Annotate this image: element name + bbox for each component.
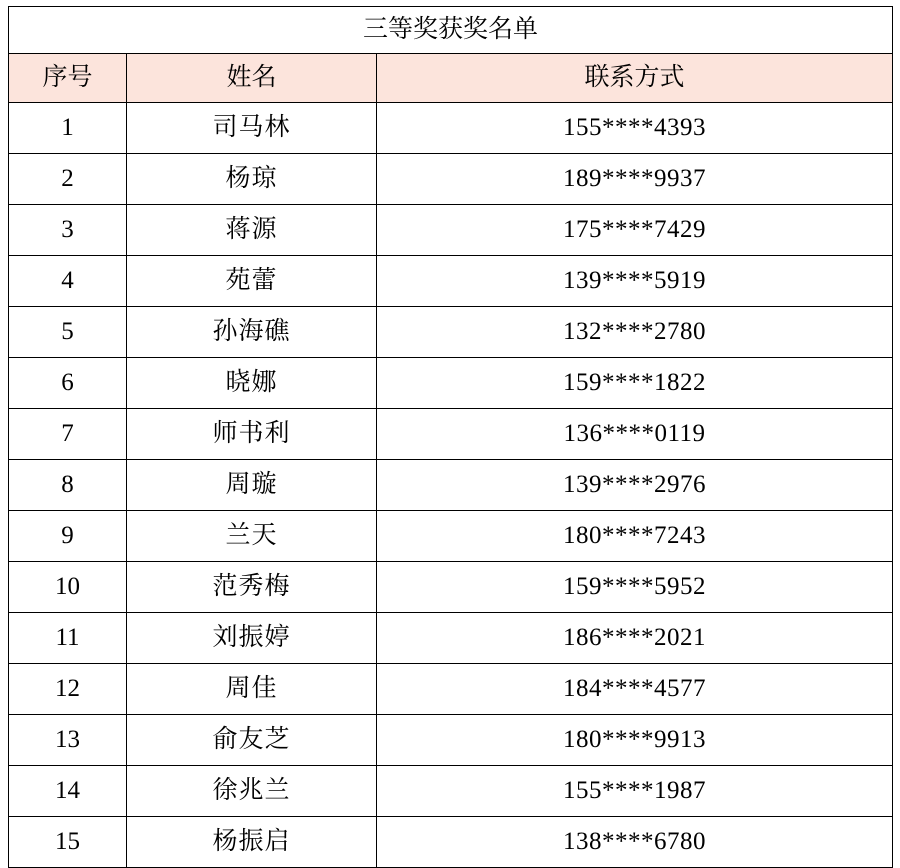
cell-name: 蒋源 — [127, 205, 377, 256]
cell-seq: 9 — [9, 511, 127, 562]
table-row — [9, 715, 893, 766]
cell-name: 兰天 — [127, 511, 377, 562]
cell-seq: 3 — [9, 205, 127, 256]
table-row — [9, 154, 893, 205]
table-row — [9, 460, 893, 511]
table-row — [9, 817, 893, 868]
table-row — [9, 358, 893, 409]
table-row — [9, 409, 893, 460]
table-row — [9, 511, 893, 562]
cell-seq: 5 — [9, 307, 127, 358]
table-row — [9, 613, 893, 664]
award-list-table — [8, 6, 893, 868]
cell-contact: 180****7243 — [377, 511, 893, 562]
cell-seq: 12 — [9, 664, 127, 715]
cell-contact: 159****1822 — [377, 358, 893, 409]
cell-name: 司马林 — [127, 103, 377, 154]
cell-name: 师书利 — [127, 409, 377, 460]
page-title: 三等奖获奖名单 — [9, 7, 893, 54]
cell-name: 范秀梅 — [127, 562, 377, 613]
table-row — [9, 307, 893, 358]
cell-seq: 7 — [9, 409, 127, 460]
cell-name: 晓娜 — [127, 358, 377, 409]
title-row — [9, 7, 893, 54]
table-row — [9, 562, 893, 613]
cell-contact: 155****4393 — [377, 103, 893, 154]
cell-seq: 6 — [9, 358, 127, 409]
cell-contact: 132****2780 — [377, 307, 893, 358]
cell-name: 刘振婷 — [127, 613, 377, 664]
cell-seq: 2 — [9, 154, 127, 205]
cell-contact: 189****9937 — [377, 154, 893, 205]
cell-contact: 155****1987 — [377, 766, 893, 817]
table-row — [9, 103, 893, 154]
cell-name: 孙海礁 — [127, 307, 377, 358]
table-row — [9, 205, 893, 256]
cell-contact: 139****5919 — [377, 256, 893, 307]
table-body — [9, 7, 893, 868]
cell-name: 杨振启 — [127, 817, 377, 868]
cell-contact: 139****2976 — [377, 460, 893, 511]
cell-contact: 186****2021 — [377, 613, 893, 664]
cell-seq: 13 — [9, 715, 127, 766]
cell-contact: 136****0119 — [377, 409, 893, 460]
cell-seq: 4 — [9, 256, 127, 307]
cell-contact: 180****9913 — [377, 715, 893, 766]
cell-name: 徐兆兰 — [127, 766, 377, 817]
cell-seq: 14 — [9, 766, 127, 817]
cell-contact: 159****5952 — [377, 562, 893, 613]
cell-name: 俞友芝 — [127, 715, 377, 766]
table-row — [9, 766, 893, 817]
cell-name: 苑蕾 — [127, 256, 377, 307]
cell-contact: 184****4577 — [377, 664, 893, 715]
cell-seq: 8 — [9, 460, 127, 511]
table-row — [9, 256, 893, 307]
cell-seq: 11 — [9, 613, 127, 664]
cell-name: 杨琼 — [127, 154, 377, 205]
column-header-seq: 序号 — [9, 54, 127, 103]
cell-contact: 175****7429 — [377, 205, 893, 256]
cell-seq: 1 — [9, 103, 127, 154]
column-header-name: 姓名 — [127, 54, 377, 103]
cell-seq: 10 — [9, 562, 127, 613]
cell-name: 周佳 — [127, 664, 377, 715]
column-header-contact: 联系方式 — [377, 54, 893, 103]
table-header-row — [9, 54, 893, 103]
cell-name: 周璇 — [127, 460, 377, 511]
table-row — [9, 664, 893, 715]
cell-contact: 138****6780 — [377, 817, 893, 868]
cell-seq: 15 — [9, 817, 127, 868]
